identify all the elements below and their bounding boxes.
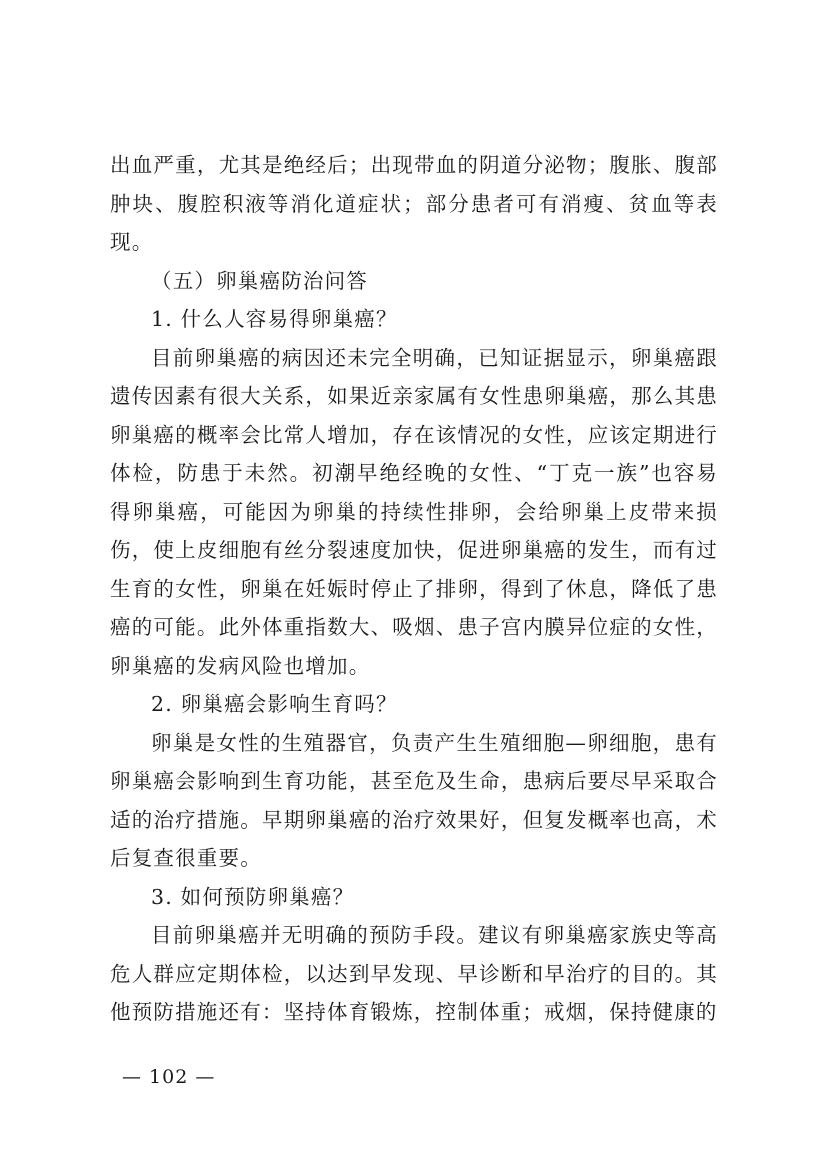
question-heading: 3. 如何预防卵巢癌？ xyxy=(151,884,355,909)
page-number: — 102 — xyxy=(122,1066,216,1088)
question-heading: 2. 卵巢癌会影响生育吗？ xyxy=(151,692,398,716)
paragraph: 目前卵巢癌并无明确的预防手段。建议有卵巢癌家族史等高危人群应定期体检，以达到早发现、早诊断和早治疗的目的。其他预防措施还有：坚持体育锻炼，控制体重；戒烟，保持健康的 xyxy=(110,923,718,1024)
question-heading: 1. 什么人容易得卵巢癌？ xyxy=(151,307,398,331)
paragraph: 目前卵巢癌的病因还未完全明确，已知证据显示，卵巢癌跟遗传因素有很大关系，如果近亲家属有女性患卵巢癌，那么其患卵巢癌的概率会比常人增加，存在该情况的女性，应该定期进行体检，防患于未然。初潮早绝经晚的女性、“丁克一族”也容易得卵巢癌，可能因为卵巢的持续性排卵，会给卵巢上皮带来损伤，使上皮细胞有丝分裂速度加快，促进卵巢癌的发生，而有过生育的女性，卵巢在妊娠时停止了排卵，得到了休息，降低了患癌的可能。此外体重指数大、吸烟、患子宫内膜异位症的女性，卵巢癌的发病风险也增加。 xyxy=(110,345,718,678)
paragraph: 卵巢是女性的生殖器官，负责产生生殖细胞—卵细胞，患有卵巢癌会影响到生育功能，甚至危及生命，患病后要尽早采取合适的治疗措施。早期卵巢癌的治疗效果好，但复发概率也高，术后复查很重要。 xyxy=(110,730,718,870)
paragraph: 出血严重，尤其是绝经后；出现带血的阴道分泌物；腹胀、腹部肿块、腹腔积液等消化道症状；部分患者可有消瘦、贫血等表现。 xyxy=(110,153,718,254)
section-heading: （五）卵巢癌防治问答 xyxy=(151,268,368,293)
document-body xyxy=(110,146,718,1032)
